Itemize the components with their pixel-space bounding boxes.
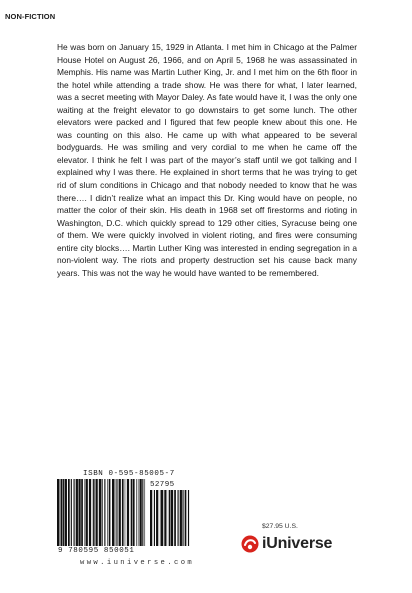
ean-barcode-image: [57, 479, 147, 546]
barcode-row: [57, 479, 193, 546]
publisher-logo: [241, 535, 332, 553]
blurb-text: He was born on January 15, 1929 in Atlanta. I met him in Chicago at the Palmer House Hotel on August 26, 1966, and on April 5, 1968 he was assassinated in Memphis. His name was Martin Luther King, Jr. and I met him on the 6th floor in the hotel while attending a trade show. He was there for what, I later learned, was a secret meeting with Mayor Daley. As fate would have it, I was the only one waiting at the freight elevator to go downstairs to get some lunch. The other elevators were packed and I figured that few people knew about this one. He was counting on this also. He came up with what appeared to be several bodyguards. He was smiling and very cordial to me when he came off the elevator. I think he felt I was part of the mayor’s staff until we got talking and I explained why I was there. He explained in short terms that he was trying to get rid of slum conditions in Chicago and that nobody needed to know that he was there…. I didn’t realize what an impact this Dr. King would have on people, no matter the color of their skin. His death in 1968 set off firestorms and rioting in Washington, D.C. which quickly spread to 129 other cities, Syracuse being one of them. We were quickly involved in violent rioting, and fires were consuming entire city blocks…. Martin Luther King was interested in ending segregation in a non-violent way. The riots and property destruction set his cause back many years. This was not the way he would have wanted to be remembered.: [57, 42, 357, 278]
barcode-block: [57, 469, 193, 556]
ean-digits: 9 780595 850051: [58, 547, 135, 555]
publisher-name: iUniverse: [262, 535, 333, 552]
addon-digits: 52795: [150, 481, 175, 489]
addon-barcode-image: [150, 490, 190, 546]
addon-block: [150, 481, 190, 546]
publisher-swirl-icon: [241, 535, 259, 553]
price-label: $27.95 U.S.: [262, 523, 298, 530]
website-url: www.iuniverse.com: [80, 559, 195, 567]
isbn-label: ISBN 0-595-85005-7: [83, 470, 175, 478]
category-label: NON-FICTION: [5, 12, 56, 21]
